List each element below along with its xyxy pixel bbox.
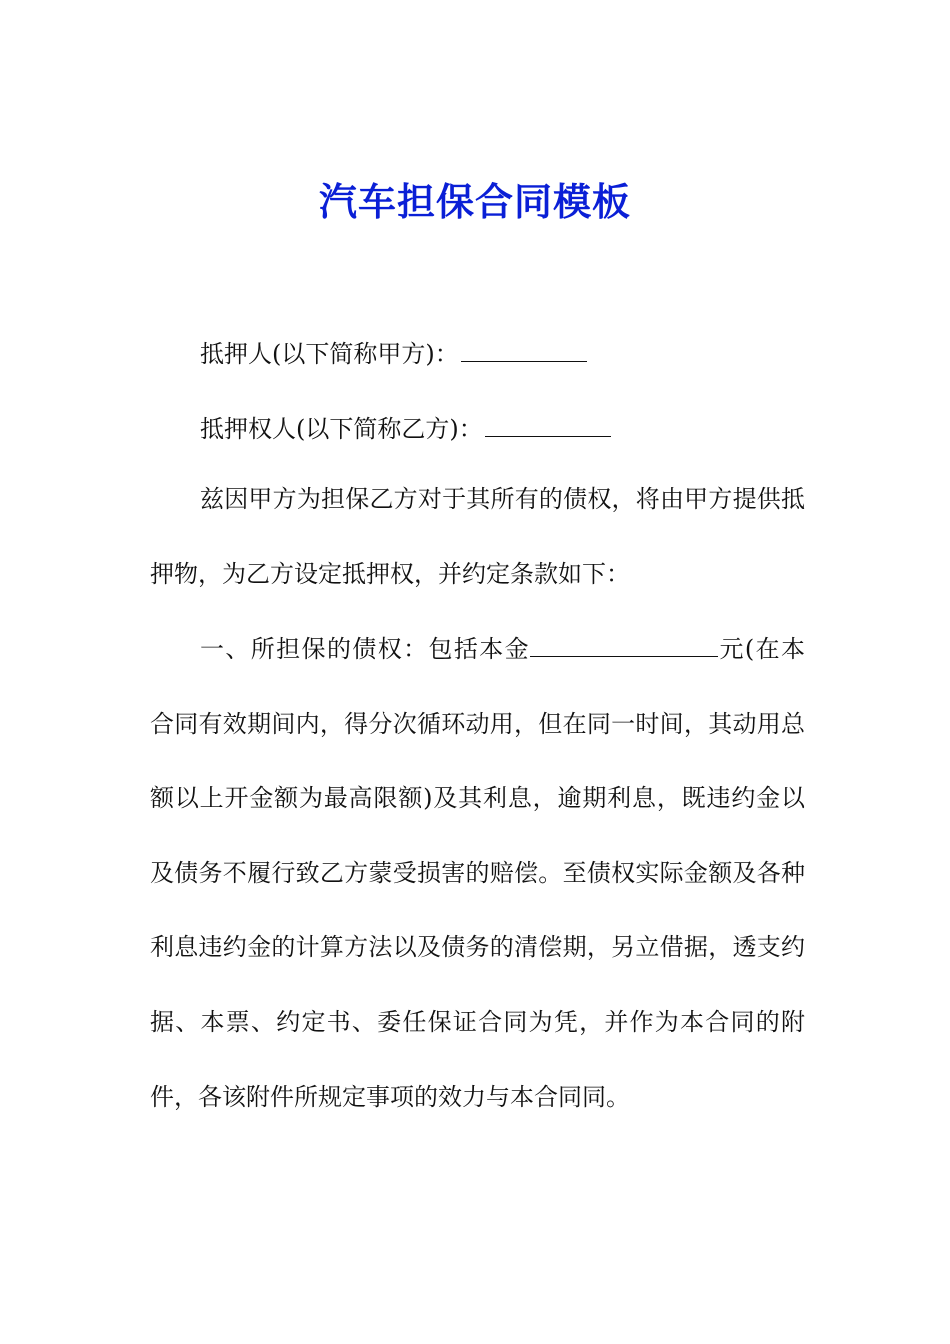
clause-1-text: 元(在本合同有效期间内，得分次循环动用，但在同一时间，其动用总额以上开金额为最高限额)及其利息，逾期利息，既违约金以及债务不履行致乙方蒙受损害的赔偿。至债权实际金额及各种利息违约金的计算方法以及债务的清偿期，另立借据，透支约据、本票、约定书、委任保证合同为凭，并作为本合同的附件，各该附件所规定事项的效力与本合同同。 xyxy=(150,635,806,1111)
party-a-line xyxy=(200,334,587,374)
intro-paragraph: 兹因甲方为担保乙方对于其所有的债权，将由甲方提供抵押物，为乙方设定抵押权，并约定条款如下： xyxy=(150,485,805,588)
party-b-line xyxy=(200,409,611,449)
clause-1-prefix: 一、所担保的债权：包括本金 xyxy=(200,635,531,663)
principal-amount-blank xyxy=(530,630,718,657)
party-a-label: 抵押人(以下简称甲方)： xyxy=(200,340,459,368)
party-b-label: 抵押权人(以下简称乙方)： xyxy=(200,415,483,443)
party-a-blank xyxy=(461,335,587,362)
clause-1-paragraph xyxy=(150,612,805,1134)
document-title: 汽车担保合同模板 xyxy=(318,179,631,224)
party-b-blank xyxy=(485,410,611,437)
